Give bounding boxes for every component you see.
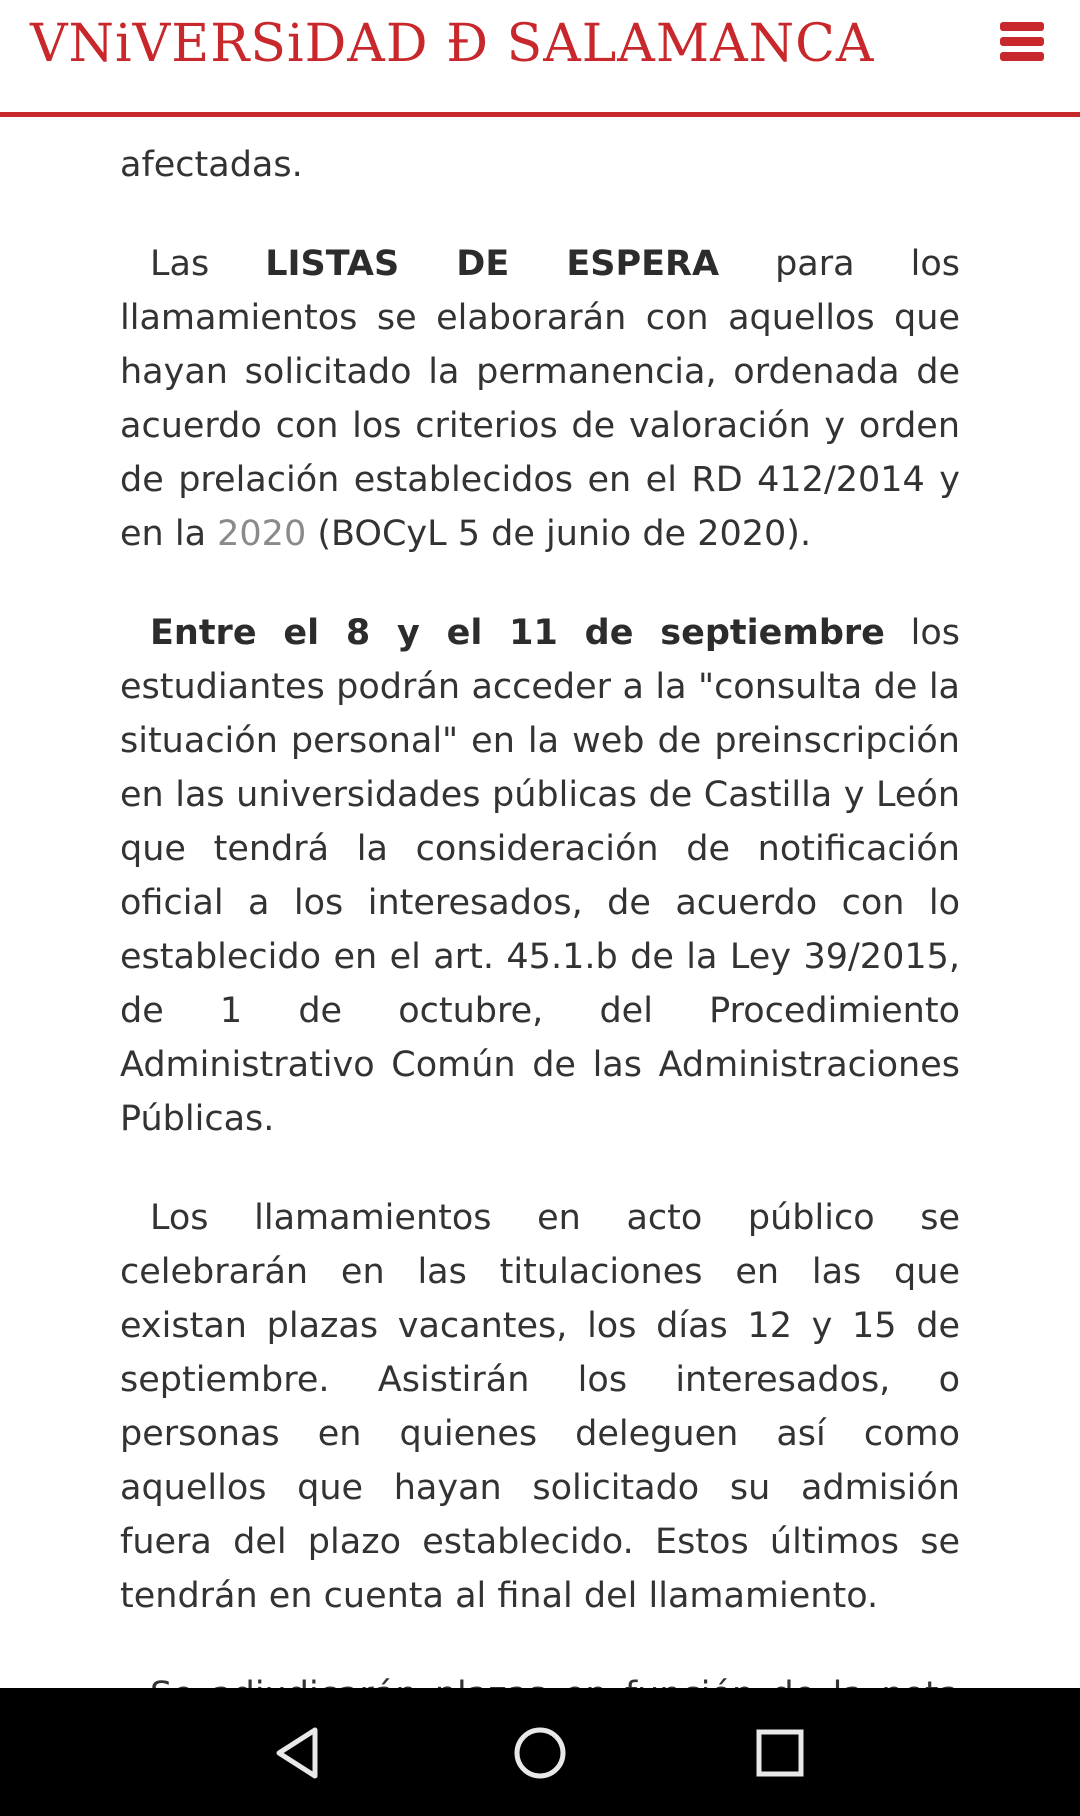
- listas-espera-emphasis: LISTAS DE ESPERA: [265, 244, 720, 284]
- back-icon[interactable]: [265, 1718, 335, 1788]
- dates-emphasis: Entre el 8 y el 11 de septiembre: [150, 613, 885, 653]
- recent-apps-icon[interactable]: [745, 1718, 815, 1788]
- paragraph-consulta: Entre el 8 y el 11 de septiembre los estudiantes podrán acceder a la "consulta de la situación personal" en la web de preinscripción en las universidades públicas de Castilla y León que tendrá la consideración de notificación oficial a los interesados, de acuerdo con lo establecido en el art. 45.1.b de la Ley 39/2015, de 1 de octubre, del Procedimiento Administrativo Común de las Administraciones Públicas.: [120, 613, 960, 1139]
- paragraph-llamamientos: Los llamamientos en acto público se celebrarán en las titulaciones en las que existan plazas vacantes, los días 12 y 15 de septiembre. Asistirán los interesados, o personas en quienes deleguen así como aquellos que hayan solicitado su admisión fuera del plazo establecido. Estos últimos se tendrán en cuenta al final del llamamiento.: [120, 1198, 960, 1616]
- hamburger-menu-button[interactable]: [1000, 22, 1044, 62]
- menu-bar-icon: [1000, 52, 1044, 61]
- menu-bar-icon: [1000, 22, 1044, 31]
- university-logo[interactable]: VNiVERSiDAD Ð SALAMANCA: [30, 14, 875, 74]
- paragraph-listas-espera: Las LISTAS DE ESPERA para los llamamientos se elaborarán con aquellos que hayan solicitado la permanencia, ordenada de acuerdo con los criterios de valoración y orden de prelación establecidos en el RD 412/2014 y en la 2020 (BOCyL 5 de junio de 2020).: [120, 244, 960, 554]
- site-header: [0, 0, 1080, 117]
- home-icon[interactable]: [505, 1718, 575, 1788]
- paragraph-tail: afectadas.: [120, 145, 303, 185]
- order-link[interactable]: 2020: [217, 514, 307, 554]
- menu-bar-icon: [1000, 37, 1044, 46]
- article-content: [120, 117, 960, 1688]
- android-navigation-bar: [0, 1688, 1080, 1816]
